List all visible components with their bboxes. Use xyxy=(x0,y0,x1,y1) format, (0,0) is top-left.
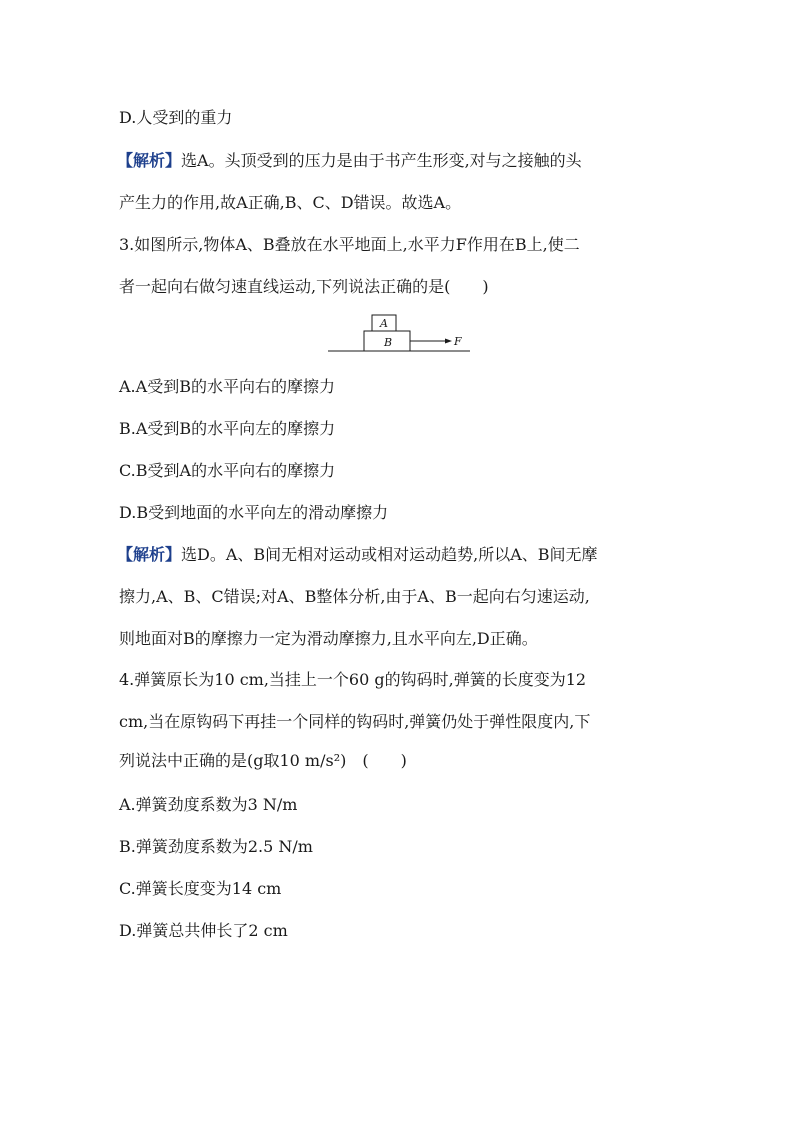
q3-analysis-line-1 xyxy=(117,545,598,565)
q3-stem-line-2: 者一起向右做匀速直线运动,下列说法正确的是( ) xyxy=(119,277,489,296)
q4-option-d: D.弹簧总共伸长了2 cm xyxy=(119,921,288,940)
q3-analysis-text-1: 选D。A、B间无相对运动或相对运动趋势,所以A、B间无摩 xyxy=(181,545,598,564)
q4-stem-line-2: cm,当在原钩码下再挂一个同样的钩码时,弹簧仍处于弹性限度内,下 xyxy=(119,712,591,731)
q3-option-b: B.A受到B的水平向左的摩擦力 xyxy=(119,419,336,438)
q4-option-c: C.弹簧长度变为14 cm xyxy=(119,879,282,898)
q4-stem-line-3: 列说法中正确的是(g取10 m/s²) ( ) xyxy=(119,751,407,770)
label-a: A xyxy=(380,317,388,330)
q4-option-a: A.弹簧劲度系数为3 N/m xyxy=(119,795,298,814)
q3-option-d: D.B受到地面的水平向左的滑动摩擦力 xyxy=(119,503,389,522)
label-f: F xyxy=(454,335,462,348)
q3-analysis-line-3: 则地面对B的摩擦力一定为滑动摩擦力,且水平向左,D正确。 xyxy=(119,629,538,648)
q2-analysis-text-1: 选A。头顶受到的压力是由于书产生形变,对与之接触的头 xyxy=(181,151,582,170)
force-arrow-head xyxy=(445,339,452,344)
q3-option-a: A.A受到B的水平向右的摩擦力 xyxy=(119,377,335,396)
q2-option-d: D.人受到的重力 xyxy=(119,108,233,127)
q3-stem-line-1: 3.如图所示,物体A、B叠放在水平地面上,水平力F作用在B上,使二 xyxy=(119,235,580,254)
analysis-tag: 【解析】 xyxy=(117,545,182,564)
q3-analysis-line-2: 擦力,A、B、C错误;对A、B整体分析,由于A、B一起向右匀速运动, xyxy=(119,587,590,606)
q2-analysis-line-2: 产生力的作用,故A正确,B、C、D错误。故选A。 xyxy=(119,193,462,212)
blocks-force-diagram xyxy=(326,311,476,357)
analysis-tag: 【解析】 xyxy=(117,151,182,170)
q4-stem-line-1: 4.弹簧原长为10 cm,当挂上一个60 g的钩码时,弹簧的长度变为12 xyxy=(119,670,587,689)
q3-option-c: C.B受到A的水平向右的摩擦力 xyxy=(119,461,336,480)
q2-analysis-line-1 xyxy=(117,151,582,171)
q4-option-b: B.弹簧劲度系数为2.5 N/m xyxy=(119,837,313,856)
label-b: B xyxy=(384,336,393,349)
